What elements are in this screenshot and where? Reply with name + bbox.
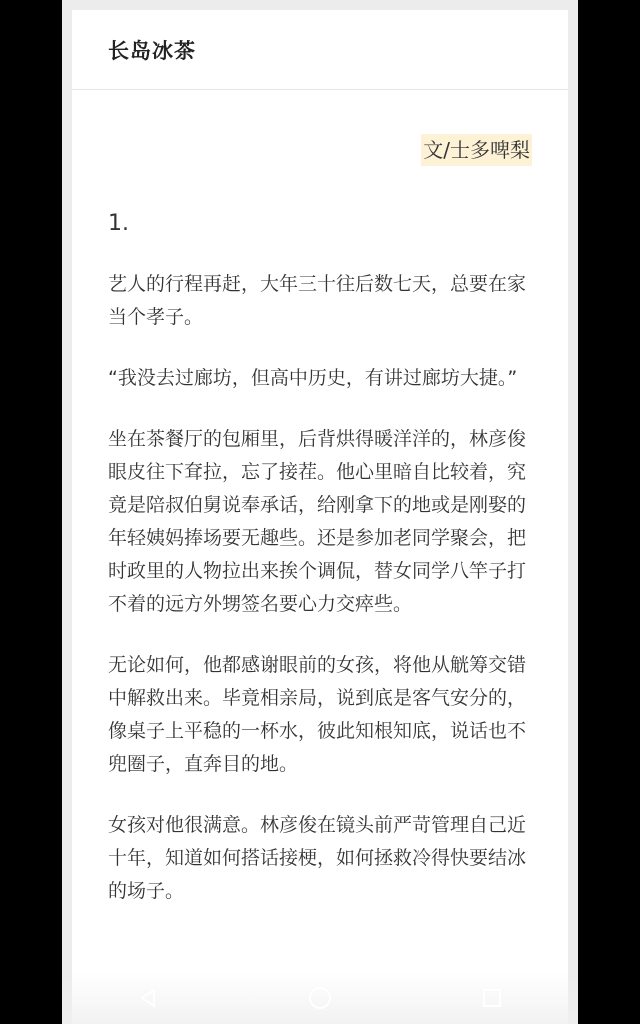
author-label[interactable]: 文/士多啤梨 <box>421 134 532 166</box>
paragraph: 艺人的行程再赶，大年三十往后数七天，总要在家当个孝子。 <box>108 273 527 328</box>
article-card <box>72 10 568 1024</box>
author-row <box>72 134 568 166</box>
paragraph: 坐在茶餐厅的包厢里，后背烘得暖洋洋的，林彦俊眼皮往下耷拉，忘了接茬。他心里暗自比较着，究竟是陪叔伯舅说奉承话，给刚拿下的地或是刚娶的年轻姨妈捧场要无趣些。还是参加老同学聚会，把时政里的人物拉出来挨个调侃，替女同学八竿子打不着的远方外甥签名要心力交瘁些。 <box>108 428 527 615</box>
back-triangle-icon <box>137 987 159 1009</box>
article-title: 长岛冰茶 <box>108 38 196 63</box>
recent-apps-button[interactable] <box>472 978 512 1018</box>
paragraph: 女孩对他很满意。林彦俊在镜头前严苛管理自己近十年，知道如何搭话接梗，如何拯救冷得快要结冰的场子。 <box>108 814 527 902</box>
page-background <box>62 0 578 1024</box>
recent-square-icon <box>481 987 503 1009</box>
paragraph: “我没去过廊坊，但高中历史，有讲过廊坊大捷。” <box>108 367 518 389</box>
home-circle-icon <box>307 985 333 1011</box>
chapter-number: 1. <box>108 211 129 236</box>
back-button[interactable] <box>128 978 168 1018</box>
system-navigation-bar <box>62 972 578 1024</box>
article-body <box>72 208 568 908</box>
home-button[interactable] <box>300 978 340 1018</box>
paragraph: 无论如何，他都感谢眼前的女孩，将他从觥筹交错中解救出来。毕竟相亲局，说到底是客气安分的，像桌子上平稳的一杯水，彼此知根知底，说话也不兜圈子，直奔目的地。 <box>108 654 527 775</box>
article-header <box>72 10 568 90</box>
